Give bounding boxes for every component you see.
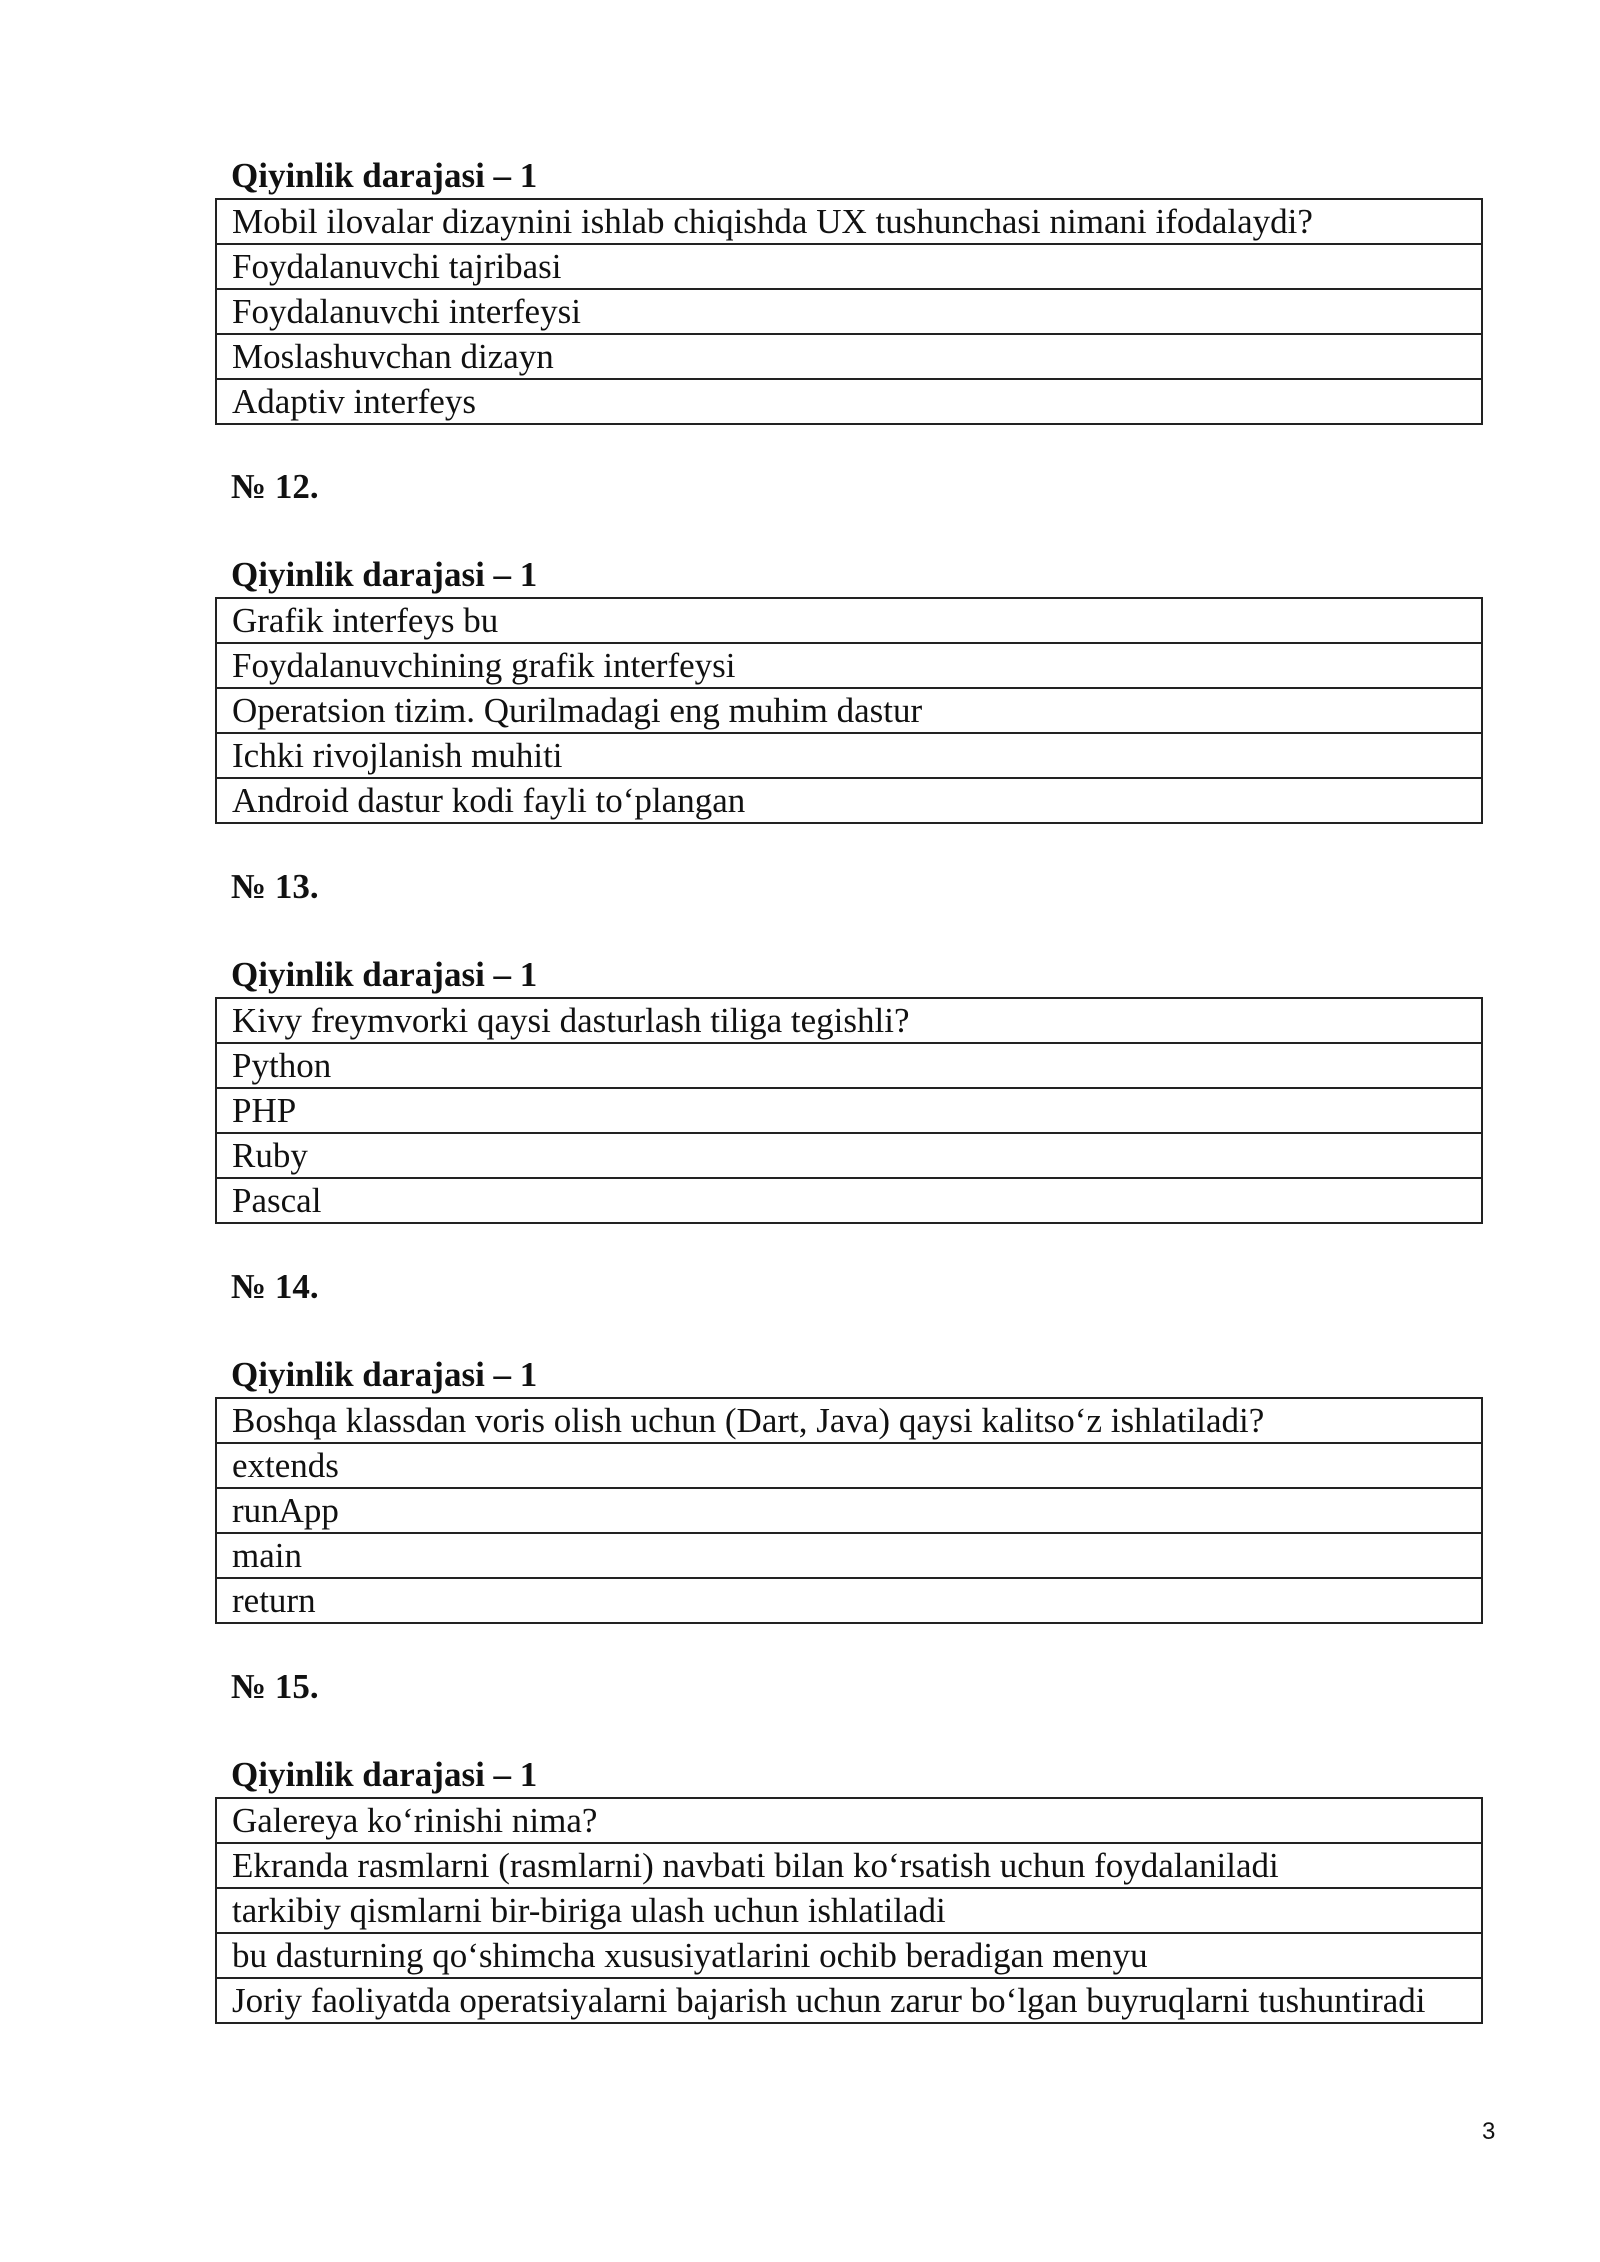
question-text: Mobil ilovalar dizaynini ishlab chiqishda UX tushunchasi nimani ifodalaydi?	[216, 199, 1482, 244]
answer-option: PHP	[216, 1088, 1482, 1133]
question-table	[215, 1797, 1483, 2024]
question-text: Boshqa klassdan voris olish uchun (Dart, Java) qaysi kalitso‘z ishlatiladi?	[216, 1398, 1482, 1443]
question-text: Galereya ko‘rinishi nima?	[216, 1798, 1482, 1843]
answer-option: main	[216, 1533, 1482, 1578]
answer-option: tarkibiy qismlarni bir-biriga ulash uchun ishlatiladi	[216, 1888, 1482, 1933]
table-row	[216, 1178, 1482, 1223]
answer-option: Pascal	[216, 1178, 1482, 1223]
question-table	[215, 597, 1483, 824]
table-row	[216, 1843, 1482, 1888]
question-block-14	[215, 1353, 1483, 1624]
table-row	[216, 1578, 1482, 1623]
table-row	[216, 1888, 1482, 1933]
question-number: № 15.	[231, 1667, 319, 1706]
answer-option: bu dasturning qo‘shimcha xususiyatlarini ochib beradigan menyu	[216, 1933, 1482, 1978]
answer-option: extends	[216, 1443, 1482, 1488]
question-number: № 12.	[231, 467, 319, 506]
answer-option: Adaptiv interfeys	[216, 379, 1482, 424]
table-row	[216, 379, 1482, 424]
answer-option: Ekranda rasmlarni (rasmlarni) navbati bilan ko‘rsatish uchun foydalaniladi	[216, 1843, 1482, 1888]
answer-option: Foydalanuvchi interfeysi	[216, 289, 1482, 334]
answer-option: Python	[216, 1043, 1482, 1088]
table-row	[216, 778, 1482, 823]
question-block-12	[215, 553, 1483, 824]
question-table	[215, 997, 1483, 1224]
question-text: Grafik interfeys bu	[216, 598, 1482, 643]
question-block-13	[215, 953, 1483, 1224]
page-number: 3	[1482, 2118, 1496, 2145]
difficulty-level: Qiyinlik darajasi – 1	[231, 1755, 538, 1794]
table-row	[216, 688, 1482, 733]
table-row	[216, 1043, 1482, 1088]
question-text: Kivy freymvorki qaysi dasturlash tiliga tegishli?	[216, 998, 1482, 1043]
question-block-11	[215, 154, 1483, 425]
table-row	[216, 733, 1482, 778]
difficulty-level: Qiyinlik darajasi – 1	[231, 955, 538, 994]
table-row	[216, 289, 1482, 334]
answer-option: Foydalanuvchi tajribasi	[216, 244, 1482, 289]
answer-option: Android dastur kodi fayli to‘plangan	[216, 778, 1482, 823]
question-table	[215, 1397, 1483, 1624]
table-row	[216, 1798, 1482, 1843]
table-row	[216, 244, 1482, 289]
answer-option: Operatsion tizim. Qurilmadagi eng muhim dastur	[216, 688, 1482, 733]
answer-option: Moslashuvchan dizayn	[216, 334, 1482, 379]
table-row	[216, 1133, 1482, 1178]
answer-option: runApp	[216, 1488, 1482, 1533]
table-row	[216, 1933, 1482, 1978]
table-row	[216, 1533, 1482, 1578]
difficulty-level: Qiyinlik darajasi – 1	[231, 1355, 538, 1394]
answer-option: Ichki rivojlanish muhiti	[216, 733, 1482, 778]
answer-option: Foydalanuvchining grafik interfeysi	[216, 643, 1482, 688]
table-row	[216, 1978, 1482, 2023]
difficulty-level: Qiyinlik darajasi – 1	[231, 555, 538, 594]
answer-option: Joriy faoliyatda operatsiyalarni bajarish uchun zarur bo‘lgan buyruqlarni tushuntiradi	[216, 1978, 1482, 2023]
table-row	[216, 1398, 1482, 1443]
table-row	[216, 1088, 1482, 1133]
difficulty-level: Qiyinlik darajasi – 1	[231, 156, 538, 195]
question-block-15	[215, 1753, 1483, 2024]
table-row	[216, 199, 1482, 244]
table-row	[216, 1488, 1482, 1533]
question-number: № 13.	[231, 867, 319, 906]
table-row	[216, 1443, 1482, 1488]
question-table	[215, 198, 1483, 425]
question-number: № 14.	[231, 1267, 319, 1306]
answer-option: Ruby	[216, 1133, 1482, 1178]
answer-option: return	[216, 1578, 1482, 1623]
table-row	[216, 998, 1482, 1043]
table-row	[216, 598, 1482, 643]
table-row	[216, 643, 1482, 688]
table-row	[216, 334, 1482, 379]
